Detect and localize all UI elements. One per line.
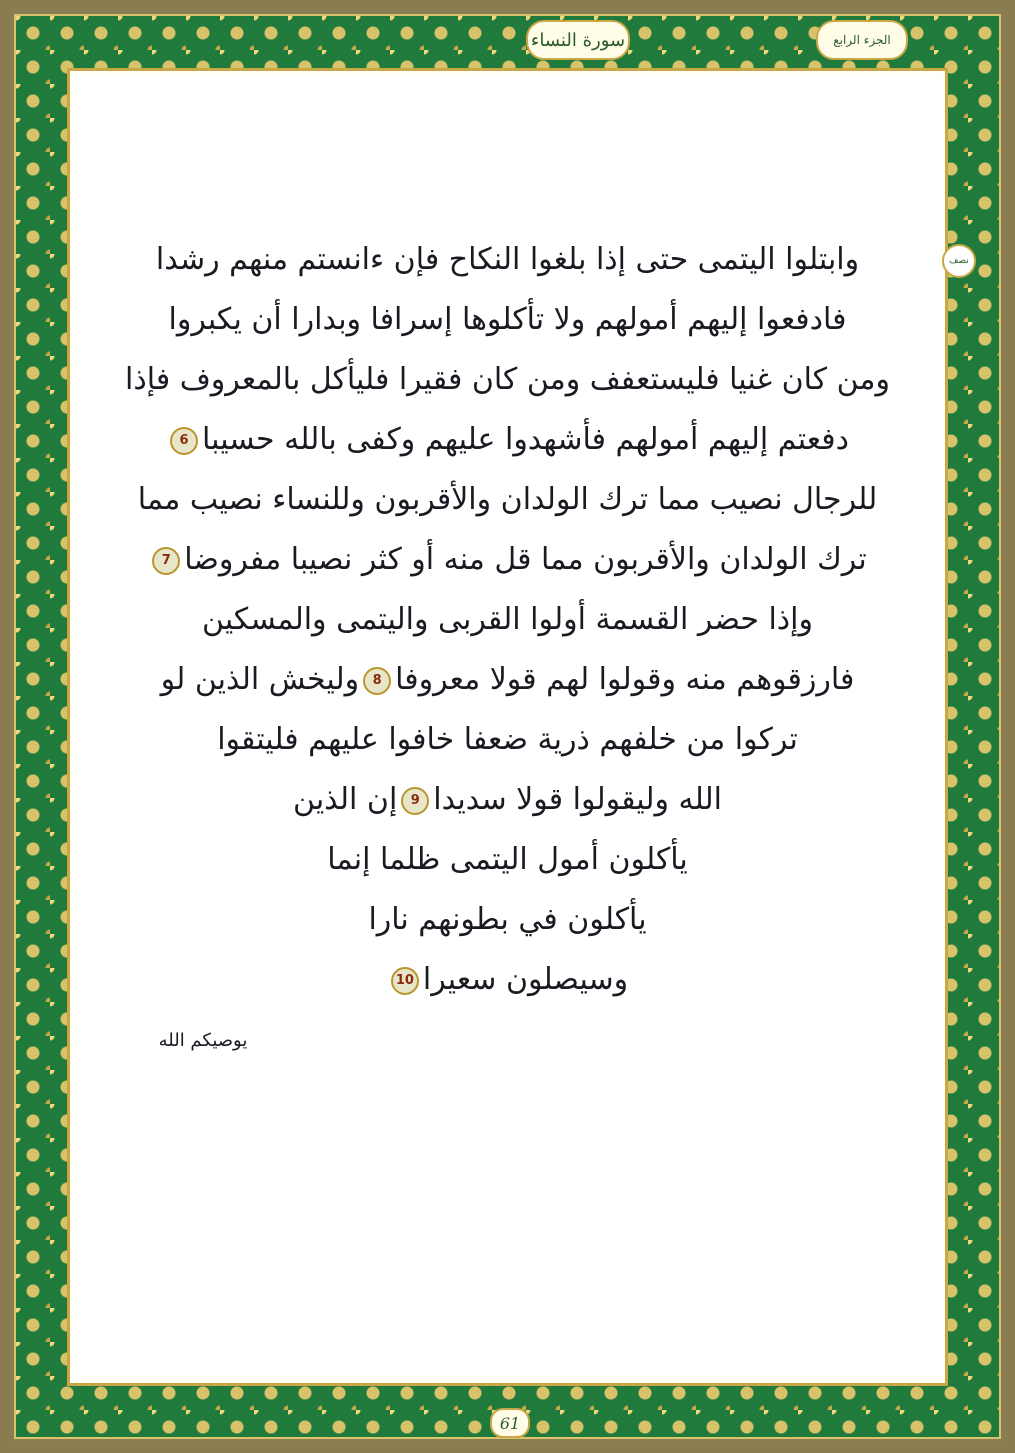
- verse-text: يأكلون أمول اليتمى ظلما إنما: [327, 842, 688, 877]
- ayah-number-6: 6: [170, 427, 198, 455]
- verse-text: ترك الولدان والأقربون مما قل منه أو كثر نصيبا مفروضا: [184, 542, 867, 577]
- juz-label-box: [816, 20, 908, 60]
- ayah-number-8: 8: [363, 667, 391, 695]
- verse-text: وإذا حضر القسمة أولوا القربى واليتمى والمسكين: [202, 602, 813, 637]
- juz-label: الجزء الرابع: [833, 33, 891, 47]
- verse-text-continued: إن الذين: [292, 782, 398, 817]
- verse-line: [95, 470, 920, 530]
- verse-line: [95, 530, 920, 590]
- verse-text: الله وليقولوا قولا سديدا: [433, 782, 722, 817]
- verse-text: ومن كان غنيا فليستعفف ومن كان فقيرا فليأكل بالمعروف فإذا: [125, 362, 890, 397]
- verse-text: فادفعوا إليهم أمولهم ولا تأكلوها إسرافا وبدارا أن يكبروا: [168, 302, 847, 337]
- hizb-marker-label: نصف: [949, 256, 969, 266]
- verse-line: [95, 890, 920, 950]
- ayah-number-10: 10: [391, 967, 419, 995]
- verse-text: للرجال نصيب مما ترك الولدان والأقربون وللنساء نصيب مما: [137, 482, 878, 517]
- verse-line: [95, 710, 920, 770]
- page-number-badge: [490, 1408, 530, 1438]
- verse-text: وابتلوا اليتمى حتى إذا بلغوا النكاح فإن ءانستم منهم رشدا: [155, 242, 860, 277]
- verse-line: [95, 650, 920, 710]
- quran-text: [95, 230, 920, 1010]
- verse-line: [95, 230, 920, 290]
- verse-line: [95, 410, 920, 470]
- ayah-number-7: 7: [152, 547, 180, 575]
- verse-line: [95, 770, 920, 830]
- verse-text-continued: وليخش الذين لو: [160, 662, 360, 697]
- verse-text: دفعتم إليهم أمولهم فأشهدوا عليهم وكفى بالله حسيبا: [202, 422, 849, 457]
- page-number: 61: [499, 1413, 521, 1433]
- verse-text: تركوا من خلفهم ذرية ضعفا خافوا عليهم فليتقوا: [217, 722, 798, 757]
- surah-label-box: [526, 20, 630, 60]
- surah-label: سورة النساء: [530, 29, 626, 51]
- verse-line: [95, 290, 920, 350]
- verse-line: [95, 350, 920, 410]
- verse-text: يأكلون في بطونهم نارا: [368, 902, 647, 937]
- catchword: يوصيكم الله: [158, 1030, 248, 1051]
- hizb-marker-icon: [942, 244, 976, 278]
- verse-line: [95, 590, 920, 650]
- verse-line: [95, 830, 920, 890]
- ayah-number-9: 9: [401, 787, 429, 815]
- verse-text: وسيصلون سعيرا: [422, 962, 629, 997]
- verse-line: [95, 950, 920, 1010]
- verse-text: فارزقوهم منه وقولوا لهم قولا معروفا: [395, 662, 855, 697]
